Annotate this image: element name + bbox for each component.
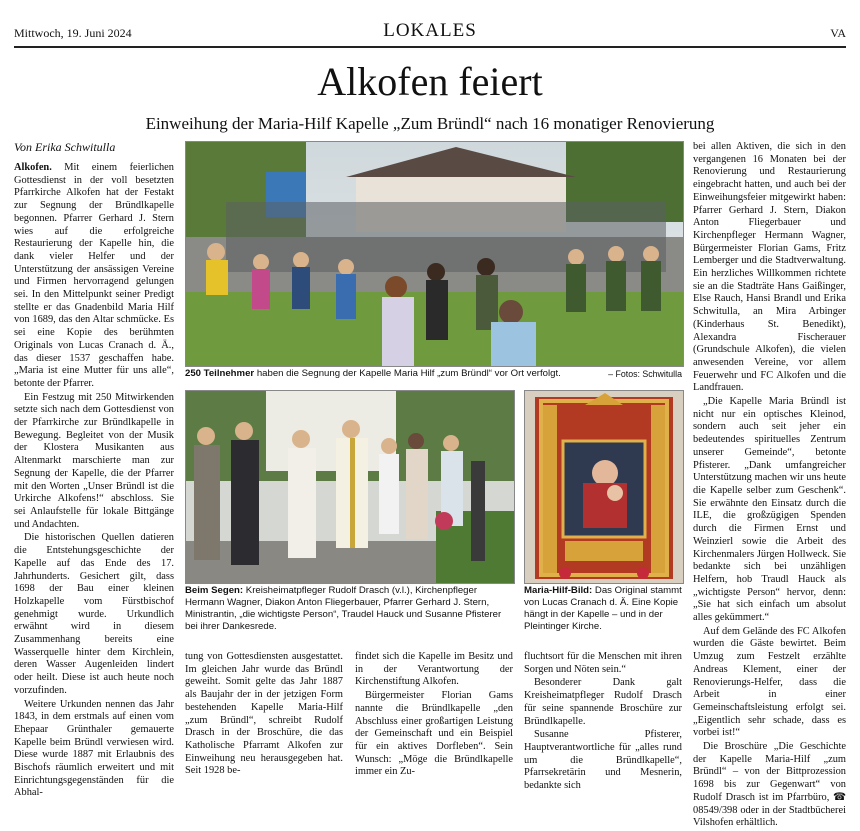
segen-photo-caption: [185, 585, 513, 633]
blessing-photo-image: [186, 391, 514, 583]
photo-credit: – Fotos: Schwitulla: [608, 369, 682, 379]
paragraph: Die historischen Quellen datieren die Entstehungsgeschichte der Kapelle auf das Ende des 17. Jahrhunderts. Gesichert gilt, dass 1698 der Bau einer kleinen Holzkapelle vom Fürstbischof genehmigt wurde. Urkundlich erwähnt wird in diesem Zusammenhang bereits eine Wasserquelle hinter dem Kirchlein, deren Wasser Augenleiden lindert oder heilt. Diese ist auch heute noch vorzufinden.: [14, 532, 174, 696]
paragraph: Bürgermeister Florian Gams nannte die Bründlkapelle „den Abschluss einer großartigen Leistung der Gemeinschaft und ein Beispiel für ein aktives Dorfleben“. Sein Wunsch: „Möge die Bründlkapelle immer ein Zu-: [355, 690, 513, 778]
text-column-2: [185, 651, 343, 779]
paragraph: Auf dem Gelände des FC Alkofen wurden die Gäste bewirtet. Beim Umzug zum Festzelt erzählte Andreas Klement, einer der Renovierungs-Helfer, dass die Arbeit in einer Gemeinschaftsleistung erfolgt sei. „Eigentlich sehr schade, dass es vorbei ist!“: [693, 625, 846, 739]
article-title: Alkofen feiert: [317, 59, 543, 104]
section-title: LOKALES: [383, 20, 477, 41]
paragraph: Weitere Urkunden nennen das Jahr 1843, in dem erstmals auf einen vom Ehepaar Grünthaler gemauerte Kapelle beim Bründl verwiesen wird. Diese wurde 1887 mit Erlaubnis des Bischofs räumlich erweitert und mit Einrichtungsgegenständen für die Abhal-: [14, 698, 174, 799]
paper-abbrev: VA: [830, 26, 846, 40]
paragraph: Ein Festzug mit 250 Mitwirkenden setzte sich nach dem Gottesdienst von der Pfarrkirche zur Bründlkapelle in Bewegung. Begleitet von der Musik der Klostera Musikanten aus Altenmarkt marschierte man zur Segnung der Kapelle, die der Pfarrer mit den Worten „Unser Bründl ist die Urkirche Alkofens!“ abschloss. Sie sei Anlaufstelle für lokale Bittgänge und Andachten.: [14, 391, 174, 530]
article-subtitle: Einweihung der Maria-Hilf Kapelle „Zum Bründl“ nach 16 monatiger Renovierung: [145, 114, 715, 133]
main-photo-caption: [185, 368, 682, 380]
caption-text: haben die Segnung der Kapelle Maria Hilf „zum Bründl“ vor Ort verfolgt.: [256, 368, 561, 379]
paragraph: Susanne Pfisterer, Hauptverantwortliche für „alles rund um die Bründlkapelle“, Pfarrsekretärin und Mesnerin, bedankte sich: [524, 729, 682, 792]
paragraph: Mit einem feierlichen Gottesdienst in der voll besetzten Pfarrkirche Alkofen hat der Festakt zur Segnung der Bründlkapelle begonnen. Pfarrer Gerhard J. Stern wies auf die erfolgreiche Restaurierung der Kapelle hin, die dank vieler Helfer und der Unterstützung der ansässigen Vereine und Firmen hervorragend gelungen sei. In den Mittelpunkt seiner Predigt stellte er das Gnadenbild Maria Hilf von 1689, das den Altar schmücke. Es sei eine Kopie des berühmten Originals von Lucas Cranach d. Ä., das dieser 1537 geschaffen habe. „Maria ist eine Mutter für uns alle“, betonte der Pfarrer.: [14, 162, 174, 389]
paragraph: tung von Gottesdiensten ausgestattet. Im gleichen Jahr wurde das Bründl geweiht. Somit gelte das Jahr 1887 als Baujahr der in der jetzigen Form bestehenden Kapelle Maria-Hilf „zum Bründl“, schreibt Rudolf Drasch in der Broschüre, die das Katholische Pfarramt Alkofen zur Einweihung neu herausgegeben hat. Seit 1928 be-: [185, 651, 343, 777]
article-author: Von Erika Schwitulla: [14, 140, 116, 154]
paragraph: Die Broschüre „Die Geschichte der Kapelle Maria-Hilf „zum Bründl“ – von der Bittprozession 1698 bis zur Gegenwart“ von Rudolf Drasch ist im Pfarrbüro, ☎ 08549/398 oder in der Stadtbücherei Vilshofen erhältlich.: [693, 741, 846, 829]
crowd-photo-image: [186, 142, 683, 366]
caption-text: Kreisheimatpfleger Rudolf Drasch (v.l.), Kirchenpfleger Hermann Wagner, Diakon Anton Fliegerbauer, Pfarrer Gerhard J. Stern, Ministrantin, „die wichtigste Person“, Traudel Hauck und Susanne Pfisterer bei ihrer Dankesrede.: [185, 585, 502, 632]
text-column-4: [524, 651, 682, 794]
caption-lead: Beim Segen:: [185, 585, 244, 596]
paragraph: bei allen Aktiven, die sich in den vergangenen 16 Monaten bei der Renovierung und Restaurierung eingebracht hatten, und auch bei der Einweihungsfeier mitgewirkt haben: Pfarrer Gerhard J. Stern, Diakon Anton Fliegerbauer und Kirchenpfleger Hermann Wagner, Bürgermeister Florian Gams, Fritz Lemberger und die Stadtverwaltung. Ein herzliches Willkommen richtete sie an die Stadträte Hans Gaißinger, Else Rauch, Hansi Brandl und Erika Schwitulla, an Mira Arbinger (Kinderhaus St. Benedikt), Alexandra Fischerauer (Grundschule Alkofen), die vielen anwesenden Vereine, vor allem Feuerwehr und FC Alkofen und die Landfrauen.: [693, 141, 846, 394]
altar-painting-image: [525, 391, 683, 583]
segen-photo: [185, 390, 515, 584]
page-header: [14, 0, 846, 48]
maria-hilf-caption: [524, 585, 682, 633]
text-column-3: [355, 651, 513, 780]
paragraph: findet sich die Kapelle im Besitz und in der Verantwortung der Kirchenstiftung Alkofen.: [355, 651, 513, 688]
paragraph: „Die Kapelle Maria Bründl ist nicht nur ein optisches Kleinod, sondern auch seit jeher ein bedeutendes spirituelles Zentrum unserer Gemeinde“, betonte Pfisterer. „Dank umfangreicher Unterstützung machen wir uns heute die Kapelle selber zum Geschenk“. Sie erwähnte den Einsatz durch die ILE, die großzügigen Spenden durch die Firmen Ernst und Weinzierl sowie die Arbeit des Kirchenmalers Jürgen Hollweck. Sie bedankte sich bei unzähligen Helfern, hob Traudl Hauck als „wichtigste Person“ hervor, denn: „Sie hat sich einfach um absolut alles gekümmert.“: [693, 396, 846, 624]
caption-lead: Maria-Hilf-Bild:: [524, 585, 593, 596]
issue-date: Mittwoch, 19. Juni 2024: [14, 26, 132, 40]
main-photo: [185, 141, 684, 367]
dateline: Alkofen.: [14, 162, 52, 173]
text-column-1: [14, 162, 174, 801]
paragraph: Besonderer Dank galt Kreisheimatpfleger Rudolf Drasch für seine spannende Broschüre zur Bründlkapelle.: [524, 677, 682, 727]
caption-text: Das Original stammt von Lucas Cranach d. Ä. Eine Kopie hängt in der Kapelle – und in der Pleintinger Kirche.: [524, 585, 682, 632]
paragraph: fluchtsort für die Menschen mit ihren Sorgen und Nöten sein.“: [524, 651, 682, 675]
caption-lead: 250 Teilnehmer: [185, 368, 255, 379]
maria-hilf-photo: [524, 390, 684, 584]
text-column-5: [693, 141, 846, 831]
